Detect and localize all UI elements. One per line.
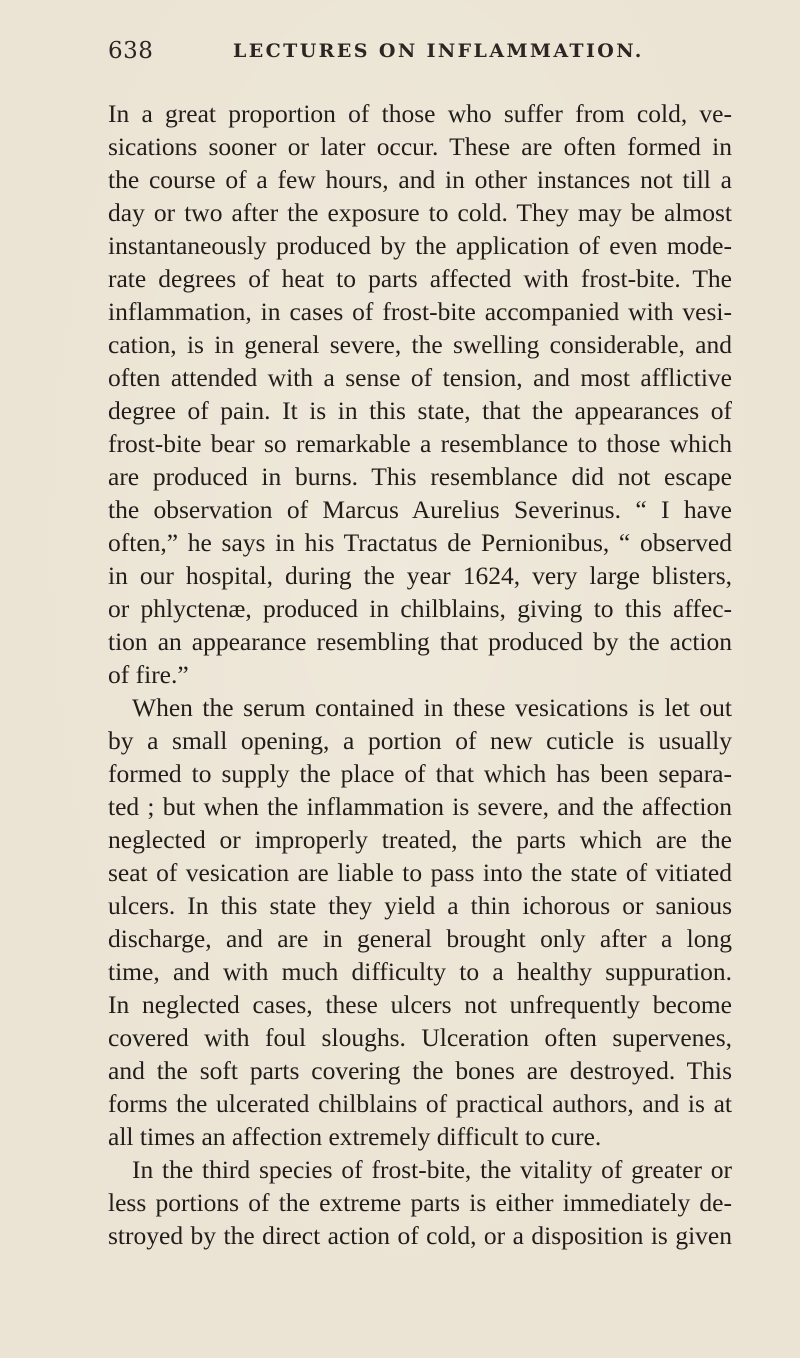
text-line: cation, is in general severe, the swelling considerable, and: [108, 330, 732, 359]
text-line: all times an affection extremely difficult to cure.: [108, 1122, 602, 1151]
text-line: and the soft parts covering the bones are destroyed. This: [108, 1056, 732, 1085]
text-line: day or two after the exposure to cold. They may be almost: [108, 198, 732, 227]
text-line: by a small opening, a portion of new cuticle is usually: [108, 726, 732, 755]
text-line: often attended with a sense of tension, and most afflictive: [108, 363, 732, 392]
text-line: the observation of Marcus Aurelius Severinus. “ I have: [108, 495, 732, 524]
text-line: ulcers. In this state they yield a thin ichorous or sanious: [108, 891, 732, 920]
running-head: [108, 38, 738, 70]
paragraph-3: [108, 1153, 732, 1252]
text-line: instantaneously produced by the application of even mode-: [108, 231, 732, 260]
text-line: less portions of the extreme parts is either immediately de-: [108, 1188, 732, 1217]
text-line: inflammation, in cases of frost-bite accompanied with vesi-: [108, 297, 732, 326]
text-line: forms the ulcerated chilblains of practical authors, and is at: [108, 1089, 732, 1118]
text-line: In a great proportion of those who suffer from cold, ve-: [108, 99, 732, 128]
page-number: 638: [108, 38, 154, 64]
paragraph-1: [108, 97, 732, 691]
text-line: formed to supply the place of that which has been separa-: [108, 759, 732, 788]
body-text: [108, 97, 732, 1252]
text-line: discharge, and are in general brought only after a long: [108, 924, 732, 953]
text-line: frost-bite bear so remarkable a resemblance to those which: [108, 429, 732, 458]
text-line: are produced in burns. This resemblance did not escape: [108, 462, 732, 491]
text-line: or phlyctenæ, produced in chilblains, giving to this affec-: [108, 594, 732, 623]
text-line: of fire.”: [108, 660, 189, 689]
text-line: the course of a few hours, and in other instances not till a: [108, 165, 732, 194]
text-line: rate degrees of heat to parts affected with frost-bite. The: [108, 264, 732, 293]
running-title: LECTURES ON INFLAMMATION.: [233, 40, 644, 62]
text-line: seat of vesication are liable to pass into the state of vitiated: [108, 858, 732, 887]
text-line: In the third species of frost-bite, the vitality of greater or: [132, 1155, 732, 1184]
text-line: ted ; but when the inflammation is severe, and the affection: [108, 792, 732, 821]
text-line: often,” he says in his Tractatus de Pernionibus, “ observed: [108, 528, 732, 557]
text-line: tion an appearance resembling that produced by the action: [108, 627, 732, 656]
text-line: time, and with much difficulty to a healthy suppuration.: [108, 957, 732, 986]
text-line: degree of pain. It is in this state, that the appearances of: [108, 396, 732, 425]
text-line: In neglected cases, these ulcers not unfrequently become: [108, 990, 732, 1019]
text-line: covered with foul sloughs. Ulceration often supervenes,: [108, 1023, 732, 1052]
paragraph-2: [108, 691, 732, 1153]
text-line: sications sooner or later occur. These are often formed in: [108, 132, 732, 161]
text-line: When the serum contained in these vesications is let out: [132, 693, 732, 722]
text-line: neglected or improperly treated, the parts which are the: [108, 825, 732, 854]
text-line: stroyed by the direct action of cold, or a disposition is given: [108, 1221, 732, 1250]
text-line: in our hospital, during the year 1624, very large blisters,: [108, 561, 732, 590]
